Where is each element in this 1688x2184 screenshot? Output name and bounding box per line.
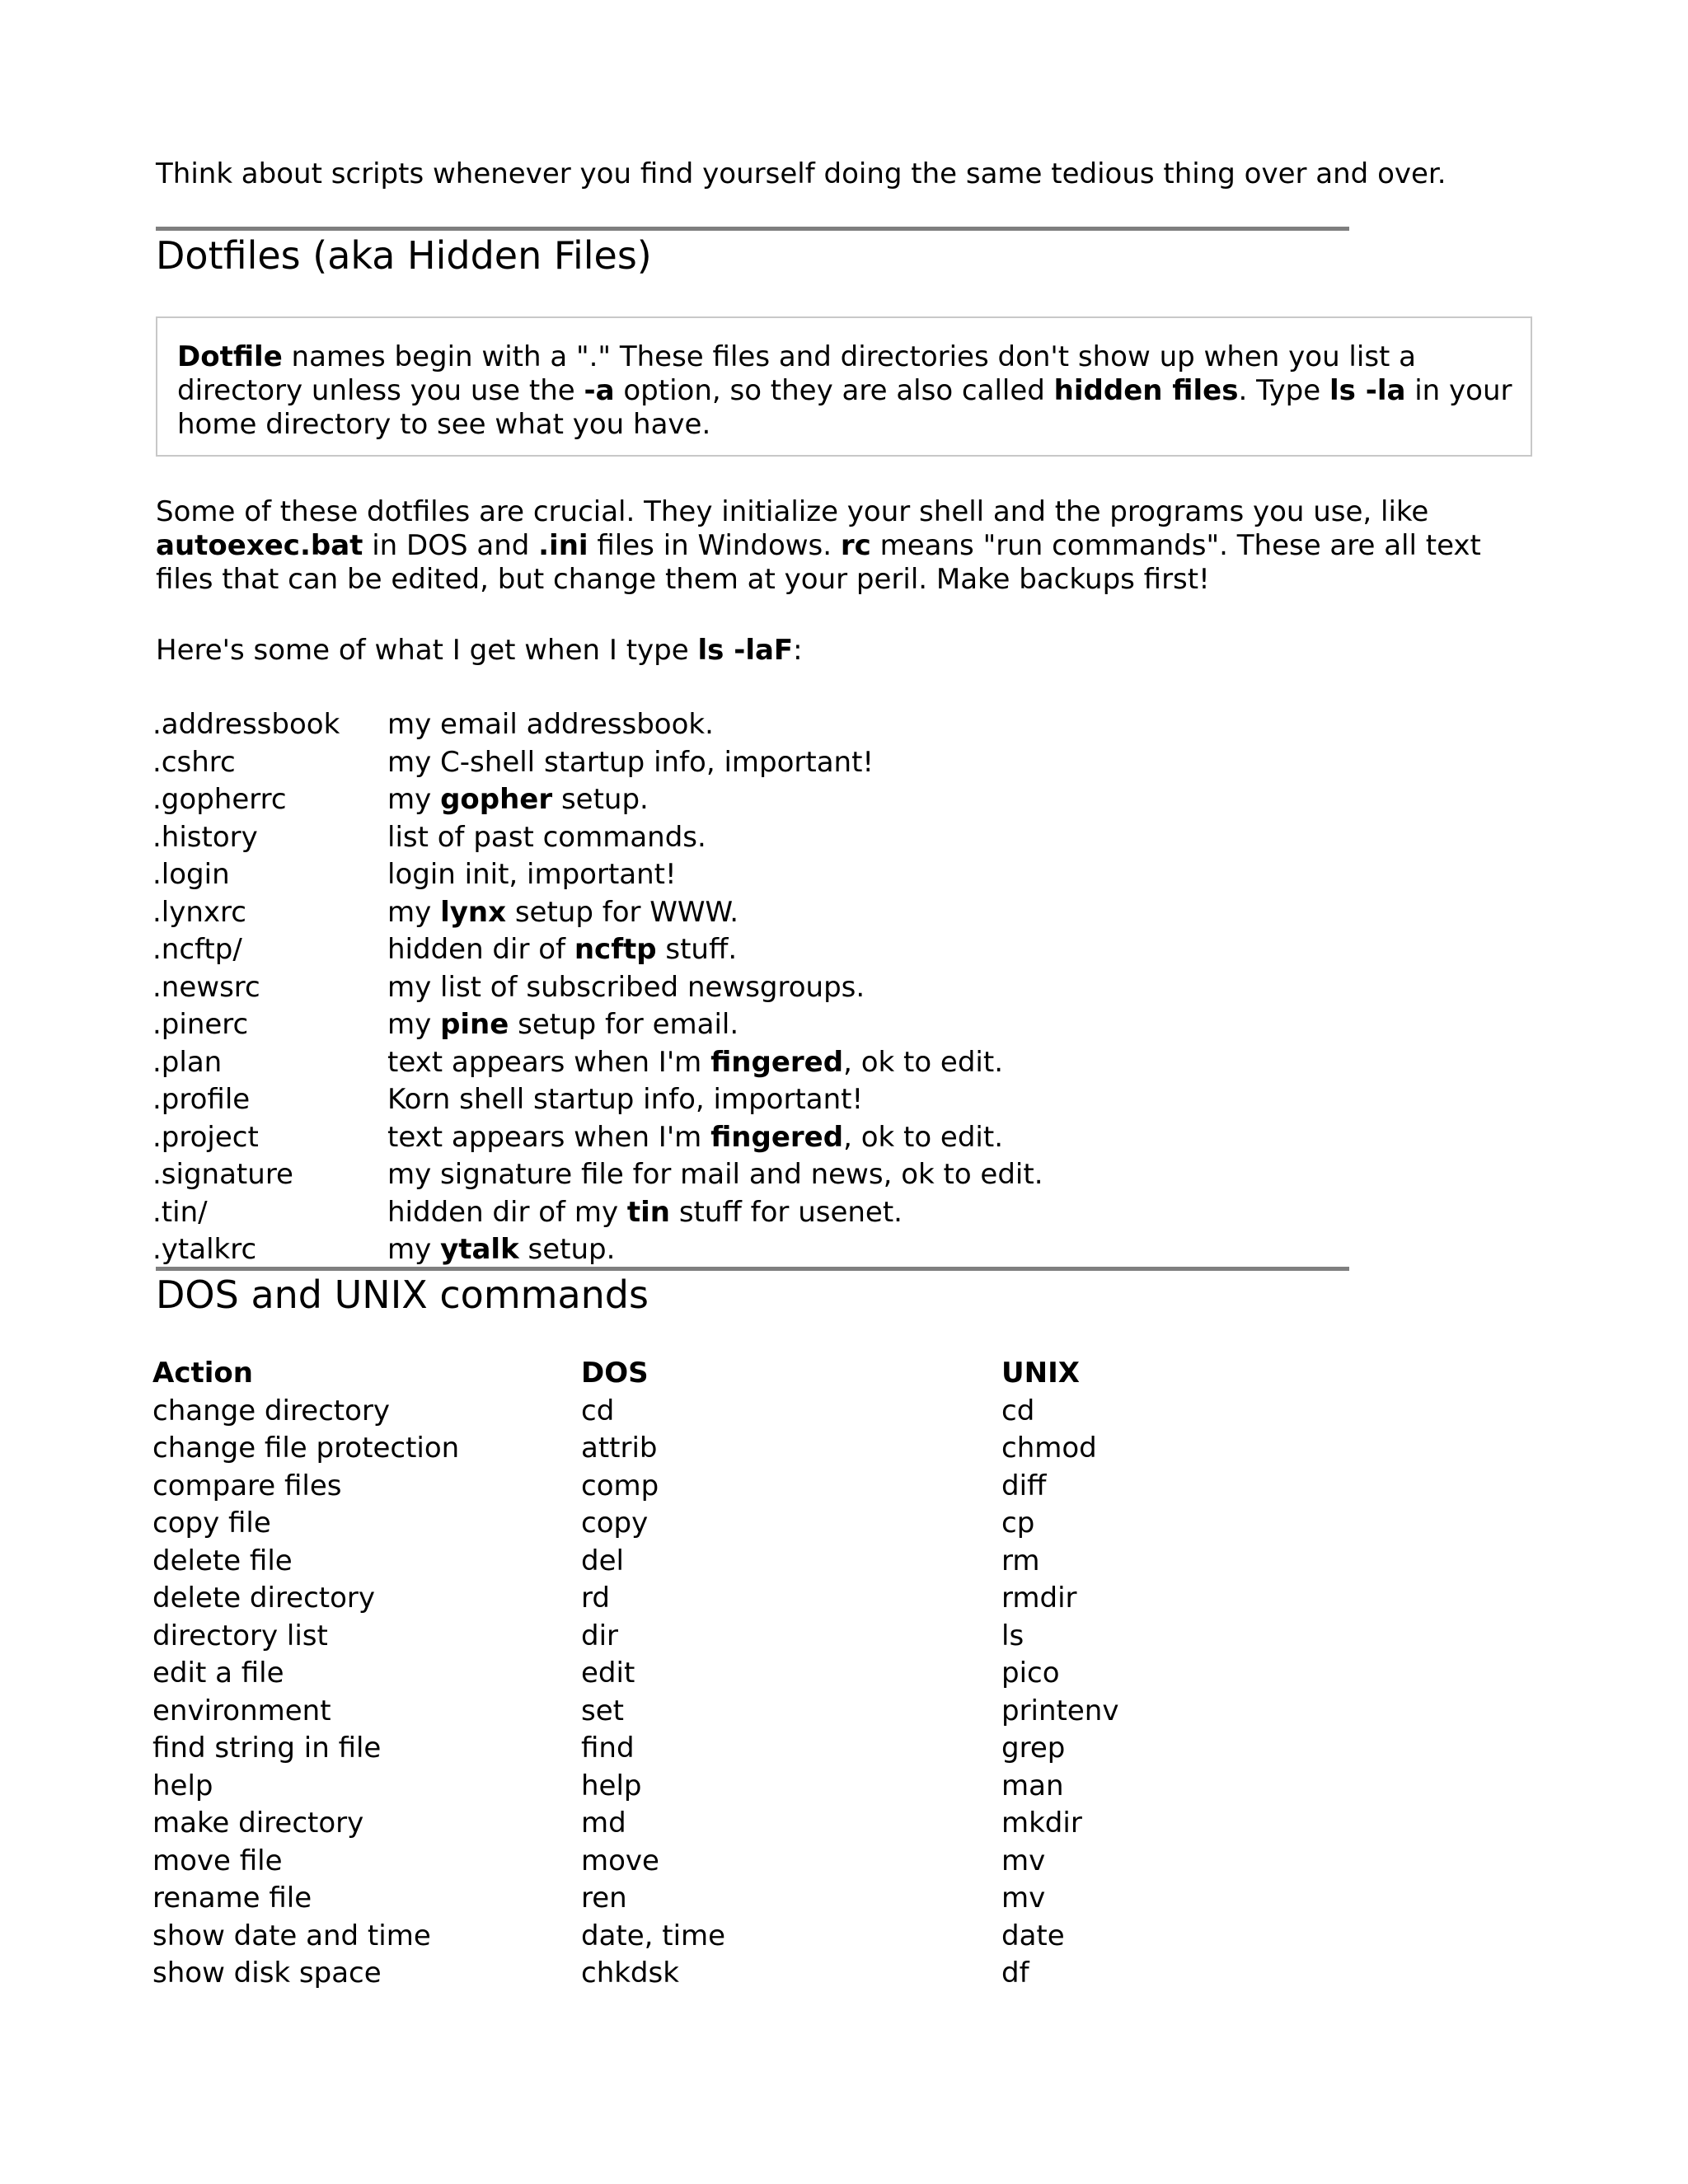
dotfile-row	[152, 1043, 1554, 1081]
dotfile-row	[152, 930, 1554, 968]
dotfile-row	[152, 893, 1554, 931]
dotfile-description: my C-shell startup info, important!	[387, 745, 874, 779]
dotfile-name: .cshrc	[152, 745, 236, 779]
table-cell: change directory	[152, 1394, 391, 1427]
table-cell: move file	[152, 1844, 283, 1877]
table-cell: md	[581, 1807, 626, 1840]
dotfile-description: my ytalk setup.	[387, 1233, 616, 1266]
dotfile-row	[152, 1080, 1554, 1118]
table-cell: pico	[1001, 1657, 1060, 1690]
table-cell: find string in file	[152, 1732, 382, 1765]
dotfile-definition-text: Dotfile names begin with a "." These files and directories don't show up when you list a directory unless you use the -a option, so they are also called hidden files. Type ls -la in your home directory to see what you have.	[177, 340, 1512, 441]
table-cell: comp	[581, 1469, 659, 1502]
table-row	[152, 1917, 1554, 1955]
table-cell: rename file	[152, 1882, 312, 1915]
table-cell: dir	[581, 1619, 619, 1652]
table-cell: cd	[581, 1394, 615, 1427]
dotfile-description: hidden dir of ncftp stuff.	[387, 933, 738, 966]
table-row	[152, 1654, 1554, 1692]
dotfile-row	[152, 705, 1554, 743]
dotfile-description: hidden dir of my tin stuff for usenet.	[387, 1195, 903, 1229]
table-cell: df	[1001, 1957, 1029, 1990]
table-cell: chkdsk	[581, 1957, 679, 1990]
term-dotfile: Dotfile	[177, 340, 283, 373]
table-cell: delete file	[152, 1544, 293, 1577]
table-cell: copy	[581, 1507, 649, 1540]
table-cell: cd	[1001, 1394, 1035, 1427]
section-heading-commands: DOS and UNIX commands	[156, 1272, 649, 1317]
table-row	[152, 1767, 1554, 1805]
table-cell: move	[581, 1844, 659, 1877]
table-cell: edit a file	[152, 1657, 284, 1690]
table-row	[152, 1729, 1554, 1767]
table-cell: directory list	[152, 1619, 328, 1652]
table-row	[152, 1504, 1554, 1542]
listing-intro: Here's some of what I get when I type ls -laF:	[156, 634, 803, 667]
table-cell: show date and time	[152, 1919, 431, 1952]
dotfile-row	[152, 743, 1554, 781]
dotfile-description: text appears when I'm fingered, ok to edit.	[387, 1045, 1004, 1079]
horizontal-rule	[156, 1267, 1349, 1271]
dotfile-row	[152, 1230, 1554, 1268]
dotfile-description: my signature file for mail and news, ok to edit.	[387, 1158, 1043, 1191]
column-header: Action	[152, 1357, 253, 1390]
dotfile-row	[152, 1005, 1554, 1043]
command-ls-laf: ls -laF	[697, 634, 794, 667]
dotfile-row	[152, 1155, 1554, 1193]
option-a: -a	[584, 374, 615, 407]
dotfile-name: .pinerc	[152, 1008, 249, 1041]
dotfile-description: my gopher setup.	[387, 783, 649, 816]
table-cell: mkdir	[1001, 1807, 1082, 1840]
table-row	[152, 1542, 1554, 1580]
table-row	[152, 1617, 1554, 1655]
table-cell: mv	[1001, 1882, 1046, 1915]
dotfile-row	[152, 818, 1554, 856]
dotfile-description: my lynx setup for WWW.	[387, 895, 739, 929]
dotfile-name: .tin/	[152, 1195, 208, 1229]
dotfile-description: my email addressbook.	[387, 708, 714, 741]
table-cell: set	[581, 1694, 624, 1727]
table-cell: change file protection	[152, 1432, 460, 1465]
intro-text: Think about scripts whenever you find yourself doing the same tedious thing over and over.	[156, 157, 1447, 190]
dotfile-name: .plan	[152, 1045, 223, 1079]
dotfile-description: login init, important!	[387, 858, 677, 891]
dotfile-name: .gopherrc	[152, 783, 287, 816]
table-cell: ren	[581, 1882, 627, 1915]
section-heading-dotfiles: Dotfiles (aka Hidden Files)	[156, 233, 652, 278]
table-cell: copy file	[152, 1507, 271, 1540]
table-row	[152, 1879, 1554, 1917]
column-header: DOS	[581, 1357, 649, 1390]
horizontal-rule	[156, 227, 1349, 231]
dotfile-name: .ytalkrc	[152, 1233, 257, 1266]
table-cell: grep	[1001, 1732, 1066, 1765]
table-cell: help	[152, 1769, 213, 1802]
term-autoexec: autoexec.bat	[156, 529, 363, 562]
table-cell: rd	[581, 1582, 610, 1615]
table-cell: attrib	[581, 1432, 658, 1465]
table-row	[152, 1392, 1554, 1430]
dotfile-name: .ncftp/	[152, 933, 242, 966]
dotfile-name: .login	[152, 858, 230, 891]
dotfile-list	[152, 705, 1554, 1274]
table-row	[152, 1579, 1554, 1617]
table-row	[152, 1467, 1554, 1505]
table-header-row	[152, 1354, 1554, 1392]
dotfile-description: list of past commands.	[387, 820, 706, 854]
table-cell: diff	[1001, 1469, 1047, 1502]
column-header: UNIX	[1001, 1357, 1080, 1390]
commands-table	[152, 1354, 1554, 1997]
table-cell: make directory	[152, 1807, 364, 1840]
table-cell: ls	[1001, 1619, 1025, 1652]
dotfile-row	[152, 1193, 1554, 1231]
table-cell: compare files	[152, 1469, 342, 1502]
dotfile-row	[152, 780, 1554, 818]
dotfile-name: .addressbook	[152, 708, 340, 741]
dotfile-definition-box	[156, 316, 1532, 457]
dotfile-description: text appears when I'm fingered, ok to edit.	[387, 1120, 1004, 1154]
table-cell: rmdir	[1001, 1582, 1077, 1615]
dotfile-name: .lynxrc	[152, 895, 246, 929]
table-cell: cp	[1001, 1507, 1035, 1540]
term-hidden-files: hidden files	[1053, 374, 1239, 407]
term-ini: .ini	[538, 529, 588, 562]
dotfile-row	[152, 968, 1554, 1006]
table-cell: show disk space	[152, 1957, 382, 1990]
table-cell: date	[1001, 1919, 1065, 1952]
table-row	[152, 1954, 1554, 1992]
dotfiles-paragraph: Some of these dotfiles are crucial. They initialize your shell and the programs you use, like autoexec.bat in DOS and .ini files in Windows. rc means "run commands". These are all text files that can be edited, but change them at your peril. Make backups first!	[156, 495, 1481, 596]
table-row	[152, 1804, 1554, 1842]
table-cell: edit	[581, 1657, 635, 1690]
dotfile-description: Korn shell startup info, important!	[387, 1083, 864, 1116]
dotfile-name: .newsrc	[152, 970, 260, 1004]
table-cell: printenv	[1001, 1694, 1119, 1727]
dotfile-name: .project	[152, 1120, 259, 1154]
dotfile-description: my pine setup for email.	[387, 1008, 739, 1041]
table-cell: man	[1001, 1769, 1064, 1802]
command-ls-la: ls -la	[1329, 374, 1406, 407]
table-cell: environment	[152, 1694, 331, 1727]
dotfile-name: .signature	[152, 1158, 293, 1191]
table-cell: date, time	[581, 1919, 726, 1952]
dotfile-description: my list of subscribed newsgroups.	[387, 970, 865, 1004]
table-cell: mv	[1001, 1844, 1046, 1877]
dotfile-name: .profile	[152, 1083, 251, 1116]
table-row	[152, 1429, 1554, 1467]
table-row	[152, 1692, 1554, 1730]
dotfile-name: .history	[152, 820, 258, 854]
term-rc: rc	[840, 529, 871, 562]
table-cell: find	[581, 1732, 635, 1765]
dotfile-row	[152, 1118, 1554, 1156]
dotfile-row	[152, 855, 1554, 893]
table-cell: delete directory	[152, 1582, 376, 1615]
table-row	[152, 1842, 1554, 1880]
table-cell: del	[581, 1544, 624, 1577]
table-cell: chmod	[1001, 1432, 1097, 1465]
table-cell: rm	[1001, 1544, 1040, 1577]
table-cell: help	[581, 1769, 642, 1802]
